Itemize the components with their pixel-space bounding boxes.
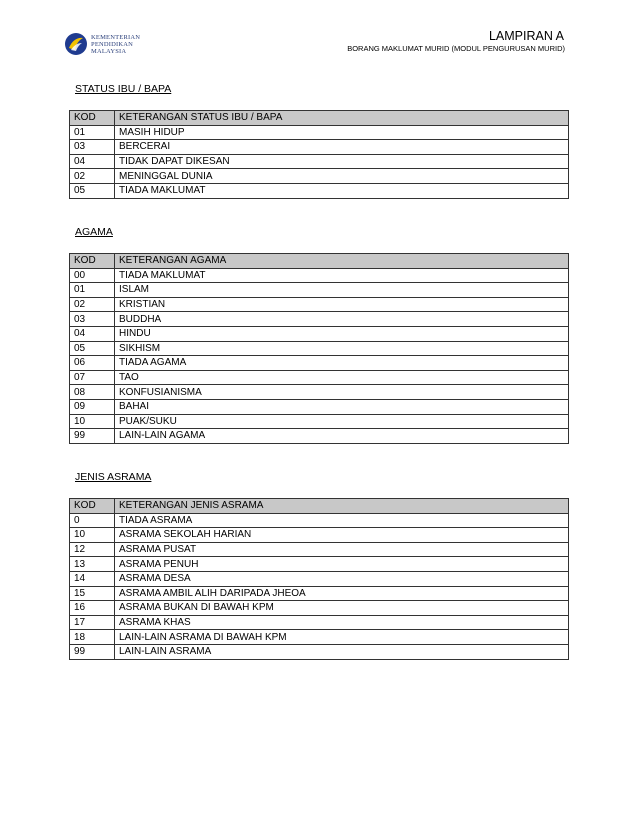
column-header-kod: KOD	[70, 111, 115, 126]
keterangan-cell: HINDU	[115, 326, 569, 341]
kod-cell: 03	[70, 312, 115, 327]
keterangan-cell: LAIN-LAIN AGAMA	[115, 429, 569, 444]
table-header-row	[70, 111, 569, 126]
keterangan-cell: ISLAM	[115, 283, 569, 298]
table-row	[70, 586, 569, 601]
keterangan-cell: KONFUSIANISMA	[115, 385, 569, 400]
table-row	[70, 571, 569, 586]
table-row	[70, 644, 569, 659]
kod-cell: 09	[70, 399, 115, 414]
table-row	[70, 283, 569, 298]
keterangan-cell: TAO	[115, 370, 569, 385]
keterangan-cell: ASRAMA BUKAN DI BAWAH KPM	[115, 601, 569, 616]
keterangan-cell: ASRAMA KHAS	[115, 615, 569, 630]
kod-cell: 12	[70, 542, 115, 557]
table-row	[70, 370, 569, 385]
keterangan-cell: TIADA ASRAMA	[115, 513, 569, 528]
kod-cell: 08	[70, 385, 115, 400]
table-row	[70, 414, 569, 429]
keterangan-cell: BAHAI	[115, 399, 569, 414]
keterangan-cell: PUAK/SUKU	[115, 414, 569, 429]
keterangan-cell: MENINGGAL DUNIA	[115, 169, 569, 184]
kod-cell: 03	[70, 140, 115, 155]
kod-cell: 18	[70, 630, 115, 645]
kod-cell: 02	[70, 169, 115, 184]
table-row	[70, 513, 569, 528]
logo-line: MALAYSIA	[91, 47, 127, 55]
kod-cell: 10	[70, 528, 115, 543]
keterangan-cell: ASRAMA PENUH	[115, 557, 569, 572]
kod-cell: 14	[70, 571, 115, 586]
kod-cell: 07	[70, 370, 115, 385]
keterangan-cell: ASRAMA SEKOLAH HARIAN	[115, 528, 569, 543]
kod-cell: 02	[70, 297, 115, 312]
keterangan-cell: LAIN-LAIN ASRAMA	[115, 644, 569, 659]
ministry-logo	[64, 30, 174, 58]
kod-cell: 04	[70, 154, 115, 169]
keterangan-cell: TIADA MAKLUMAT	[115, 183, 569, 198]
keterangan-cell: SIKHISM	[115, 341, 569, 356]
document-subtitle: BORANG MAKLUMAT MURID (MODUL PENGURUSAN MURID)	[347, 44, 565, 53]
column-header-keterangan: KETERANGAN AGAMA	[115, 254, 569, 269]
table-row	[70, 429, 569, 444]
keterangan-cell: LAIN-LAIN ASRAMA DI BAWAH KPM	[115, 630, 569, 645]
logo-line: PENDIDIKAN	[91, 40, 134, 48]
table-row	[70, 630, 569, 645]
kod-cell: 0	[70, 513, 115, 528]
table-row	[70, 356, 569, 371]
table-row	[70, 385, 569, 400]
keterangan-cell: TIDAK DAPAT DIKESAN	[115, 154, 569, 169]
table-header-row	[70, 499, 569, 514]
kod-cell: 13	[70, 557, 115, 572]
kod-cell: 05	[70, 183, 115, 198]
table-header-row	[70, 254, 569, 269]
kod-cell: 01	[70, 283, 115, 298]
section-title-status: STATUS IBU / BAPA	[75, 83, 172, 95]
table-row	[70, 615, 569, 630]
status-table	[69, 110, 569, 199]
keterangan-cell: TIADA AGAMA	[115, 356, 569, 371]
table-row	[70, 557, 569, 572]
column-header-kod: KOD	[70, 499, 115, 514]
table-row	[70, 326, 569, 341]
logo-line: KEMENTERIAN	[91, 33, 141, 41]
keterangan-cell: ASRAMA DESA	[115, 571, 569, 586]
table-row	[70, 542, 569, 557]
ministry-emblem-icon	[64, 32, 88, 56]
section-title-agama: AGAMA	[75, 226, 113, 238]
table-row	[70, 125, 569, 140]
keterangan-cell: TIADA MAKLUMAT	[115, 268, 569, 283]
logo-text	[91, 34, 140, 55]
table-row	[70, 341, 569, 356]
agama-table	[69, 253, 569, 444]
kod-cell: 06	[70, 356, 115, 371]
table-row	[70, 154, 569, 169]
table-row	[70, 528, 569, 543]
table-row	[70, 140, 569, 155]
keterangan-cell: MASIH HIDUP	[115, 125, 569, 140]
keterangan-cell: ASRAMA PUSAT	[115, 542, 569, 557]
kod-cell: 04	[70, 326, 115, 341]
keterangan-cell: BUDDHA	[115, 312, 569, 327]
asrama-table	[69, 498, 569, 660]
column-header-keterangan: KETERANGAN STATUS IBU / BAPA	[115, 111, 569, 126]
kod-cell: 99	[70, 429, 115, 444]
keterangan-cell: KRISTIAN	[115, 297, 569, 312]
document-title: LAMPIRAN A	[488, 29, 564, 43]
kod-cell: 05	[70, 341, 115, 356]
kod-cell: 17	[70, 615, 115, 630]
table-row	[70, 297, 569, 312]
table-row	[70, 312, 569, 327]
table-row	[70, 268, 569, 283]
table-row	[70, 601, 569, 616]
table-row	[70, 169, 569, 184]
kod-cell: 00	[70, 268, 115, 283]
section-title-asrama: JENIS ASRAMA	[75, 471, 152, 483]
keterangan-cell: ASRAMA AMBIL ALIH DARIPADA JHEOA	[115, 586, 569, 601]
column-header-kod: KOD	[70, 254, 115, 269]
column-header-keterangan: KETERANGAN JENIS ASRAMA	[115, 499, 569, 514]
kod-cell: 99	[70, 644, 115, 659]
kod-cell: 01	[70, 125, 115, 140]
kod-cell: 10	[70, 414, 115, 429]
table-row	[70, 183, 569, 198]
kod-cell: 16	[70, 601, 115, 616]
table-row	[70, 399, 569, 414]
keterangan-cell: BERCERAI	[115, 140, 569, 155]
kod-cell: 15	[70, 586, 115, 601]
